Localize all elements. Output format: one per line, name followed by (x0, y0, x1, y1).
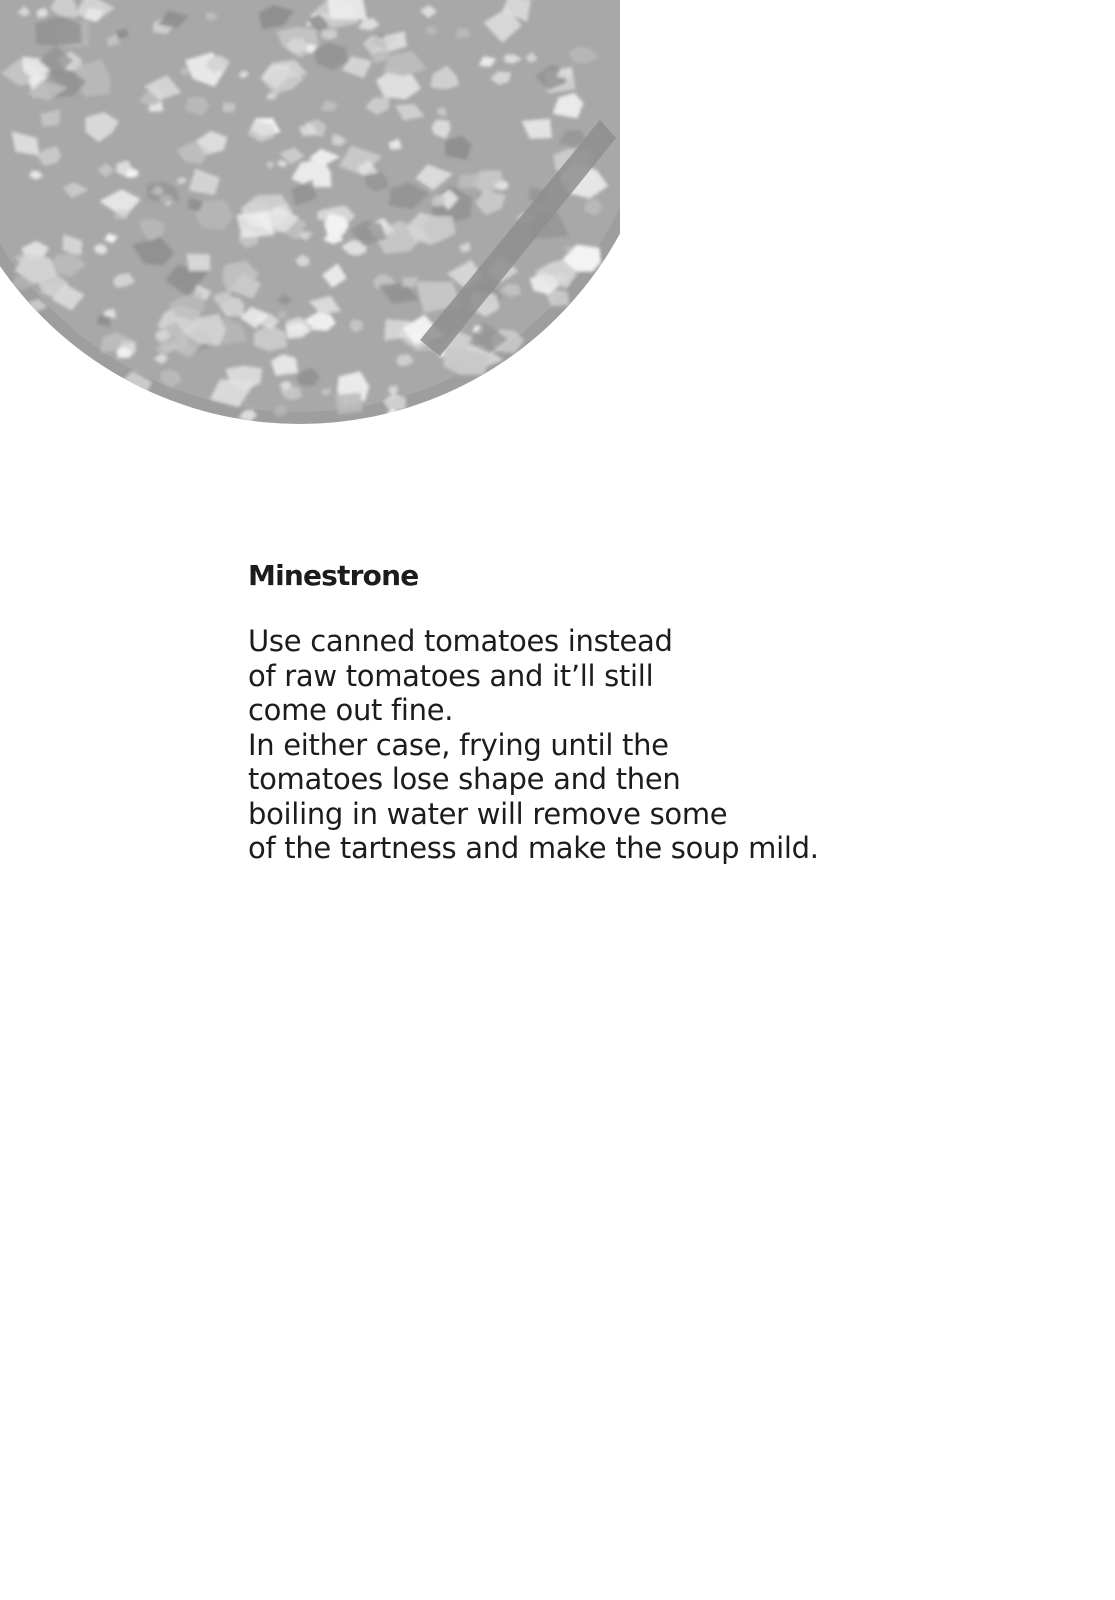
vegetable-chunk (499, 360, 537, 392)
vegetable-chunk (576, 293, 614, 330)
vegetable-chunk (27, 381, 46, 395)
vegetable-chunk (511, 358, 539, 379)
recipe-line: of the tartness and make the soup mild. (248, 831, 819, 865)
vegetable-chunk (114, 209, 129, 219)
vegetable-chunk (334, 393, 363, 415)
pan-photo (0, 0, 620, 424)
vegetable-chunk (535, 374, 560, 391)
vegetable-chunk (187, 254, 211, 271)
recipe-body (248, 624, 968, 866)
recipe-line: Use canned tomatoes instead (248, 624, 673, 658)
vegetable-chunk (538, 405, 554, 419)
vegetable-chunk (513, 382, 528, 398)
vegetable-chunk (104, 392, 122, 410)
vegetable-chunk (450, 388, 484, 413)
vegetable-chunk (327, 0, 367, 19)
vegetable-chunk (484, 394, 517, 422)
vegetable-chunk (576, 303, 589, 312)
recipe-line: come out fine. (248, 693, 454, 727)
vegetable-chunk (98, 399, 111, 408)
vegetable-chunk (485, 402, 529, 424)
recipe-line: In either case, frying until the (248, 727, 669, 762)
recipe-title: Minestrone (248, 559, 419, 592)
vegetable-chunk (487, 389, 521, 414)
vegetable-chunk (469, 385, 509, 411)
vegetable-chunk (31, 357, 68, 380)
recipe-line: boiling in water will remove some (248, 796, 728, 831)
recipe-note (248, 560, 968, 866)
vegetable-chunk (577, 352, 588, 362)
recipe-line: of raw tomatoes and it’ll still (248, 658, 654, 693)
vegetable-chunk (553, 403, 565, 412)
recipe-line: tomatoes lose shape and then (248, 762, 681, 796)
vegetable-chunk (36, 356, 71, 378)
vegetable-chunk (55, 368, 75, 379)
frying-pan-vegetables-icon (0, 0, 620, 424)
